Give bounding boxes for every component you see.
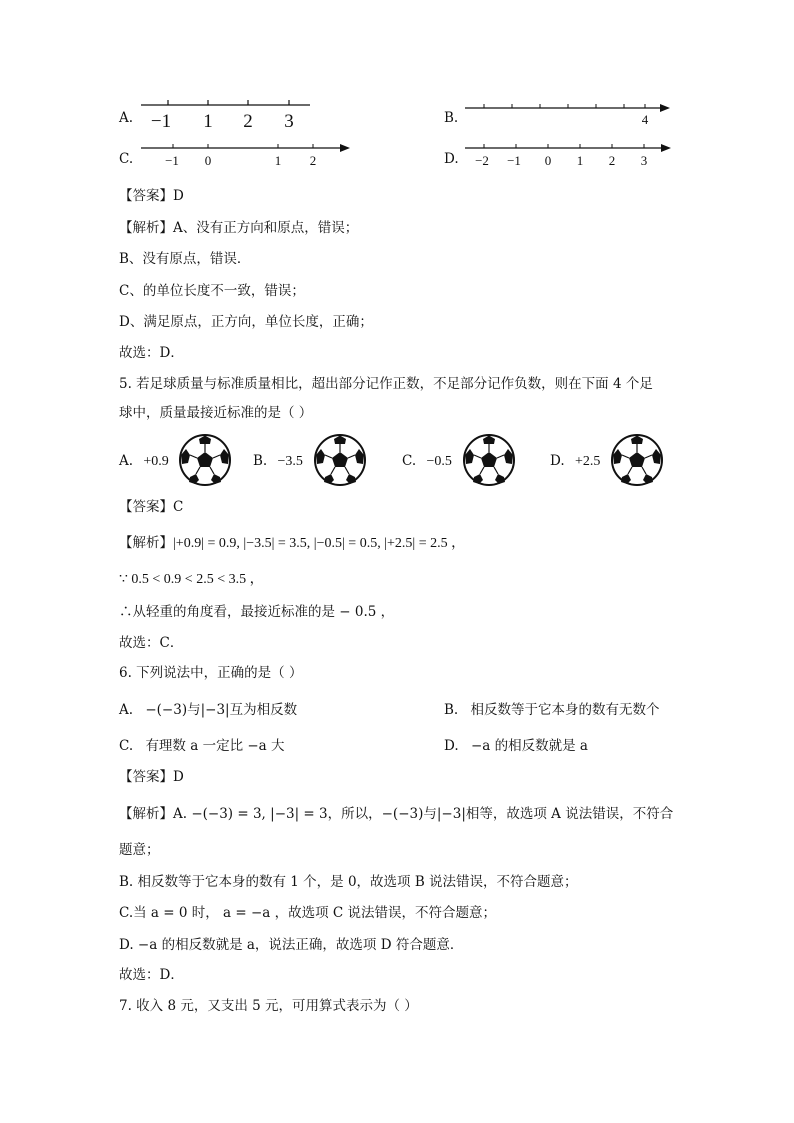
- soccer-ball-icon: [178, 433, 232, 487]
- q6-option-d-text: −a 的相反数就是 a: [470, 738, 588, 754]
- q4-c-tick-label: −1: [165, 153, 179, 168]
- q4-analysis-line: 故选：D．: [119, 345, 184, 361]
- q4-option-b-number-line: [462, 98, 672, 128]
- q4-option-b-label: B.: [444, 110, 459, 126]
- q5-analysis: [119, 533, 465, 554]
- q6-analysis-line: D. −a 的相反数就是 a，说法正确，故选项 D 符合题意．: [119, 937, 464, 953]
- q6-answer: 【答案】D: [119, 769, 184, 785]
- q6-option-a-text: −(−3)与|−3|互为相反数: [145, 702, 298, 718]
- q4-analysis-line: 【解析】A、没有正方向和原点，错误；: [119, 220, 359, 236]
- q4-option-a-label: A.: [119, 110, 134, 126]
- q7-stem: 7. 收入 8 元，又支出 5 元，可用算式表示为（ ）: [119, 998, 418, 1014]
- q6-stem: 6. 下列说法中，正确的是（ ）: [119, 665, 303, 681]
- q6-option-c: [119, 736, 285, 756]
- q5-analysis-math: |+0.9| = 0.9, |−3.5| = 3.5, |−0.5| = 0.5, |+2.5| = 2.5 ，: [173, 536, 466, 551]
- q5-option-b-value: −3.5: [277, 454, 303, 469]
- q4-d-tick-label: −2: [475, 153, 489, 168]
- q4-a-tick-label: 2: [243, 111, 253, 132]
- q4-option-c-number-line: [138, 137, 353, 169]
- q6-option-d: [444, 736, 588, 756]
- q4-a-tick-label: 1: [203, 111, 213, 132]
- q6-analysis-line: B. 相反数等于它本身的数有 1 个，是 0，故选项 B 说法错误，不符合题意；: [119, 874, 578, 890]
- q6-option-c-text: 有理数 a 一定比 −a 大: [145, 738, 285, 754]
- q4-c-tick-label: 1: [274, 153, 282, 168]
- q6-option-a: [119, 700, 297, 720]
- q5-option-c-label: C.: [402, 453, 417, 469]
- q4-d-tick-label: 0: [544, 153, 552, 168]
- q6-analysis-line: 题意；: [119, 842, 160, 858]
- q6-option-b-label: B.: [444, 702, 459, 718]
- soccer-ball-icon: [313, 433, 367, 487]
- q6-conclusion: 故选：D．: [119, 967, 184, 983]
- q6-option-b-text: 相反数等于它本身的数有无数个: [470, 702, 660, 718]
- q5-answer: 【答案】C: [119, 499, 184, 515]
- q5-stem-line1: 5. 若足球质量与标准质量相比，超出部分记作正数，不足部分记作负数，则在下面 4 个足: [119, 376, 653, 392]
- q5-option-b: [253, 451, 303, 472]
- soccer-ball-icon: [610, 433, 664, 487]
- q6-option-c-label: C.: [119, 738, 134, 754]
- q6-option-a-label: A.: [119, 702, 134, 718]
- q4-option-a-number-line: [138, 94, 313, 134]
- q4-option-d-number-line: [462, 137, 674, 169]
- q4-a-tick-label: −1: [150, 111, 172, 132]
- q4-analysis-line: C、的单位长度不一致，错误；: [119, 283, 305, 299]
- q4-d-tick-label: 1: [576, 153, 584, 168]
- q4-c-tick-label: 2: [309, 153, 317, 168]
- q5-conclusion: 故选：C．: [119, 635, 184, 651]
- q5-option-a-label: A.: [119, 453, 134, 469]
- q5-option-b-label: B.: [253, 453, 268, 469]
- q6-option-b: [444, 700, 660, 720]
- q4-option-d-label: D.: [444, 151, 459, 167]
- q5-option-d-value: +2.5: [574, 454, 601, 469]
- q5-option-c-value: −0.5: [426, 454, 452, 469]
- q4-answer: 【答案】D: [119, 188, 184, 204]
- q5-stem-line2: 球中，质量最接近标准的是（ ）: [119, 405, 313, 421]
- q5-option-c: [402, 451, 452, 472]
- q5-option-d: [550, 451, 600, 472]
- soccer-ball-icon: [462, 433, 516, 487]
- q5-therefore: ∴从轻重的角度看，最接近标准的是 − 0.5 ，: [119, 604, 395, 620]
- q6-analysis-line: 【解析】A. −(−3) = 3, |−3| = 3，所以，−(−3)与|−3|相等，故选项 A 说法错误，不符合: [119, 806, 674, 822]
- q4-d-tick-label: −1: [507, 153, 521, 168]
- q5-because: ∵ 0.5 < 0.9 < 2.5 < 3.5 ，: [119, 572, 264, 587]
- q5-option-a: [119, 451, 169, 472]
- q4-d-tick-label: 3: [640, 153, 648, 168]
- q6-analysis-line: C.当 a = 0 时， a = −a ，故选项 C 说法错误，不符合题意；: [119, 905, 497, 921]
- q5-option-d-label: D.: [550, 453, 565, 469]
- q6-option-d-label: D.: [444, 738, 459, 754]
- q4-b-tick-label: 4: [641, 112, 649, 127]
- q4-c-tick-label: 0: [204, 153, 212, 168]
- q4-option-c-label: C.: [119, 151, 134, 167]
- q4-analysis-line: D、满足原点，正方向，单位长度，正确；: [119, 314, 373, 330]
- q4-a-tick-label: 3: [284, 111, 294, 132]
- q5-analysis-prefix: 【解析】: [119, 535, 173, 551]
- q4-d-tick-label: 2: [608, 153, 616, 168]
- q4-analysis-line: B、没有原点，错误．: [119, 251, 251, 267]
- q5-option-a-value: +0.9: [143, 454, 169, 469]
